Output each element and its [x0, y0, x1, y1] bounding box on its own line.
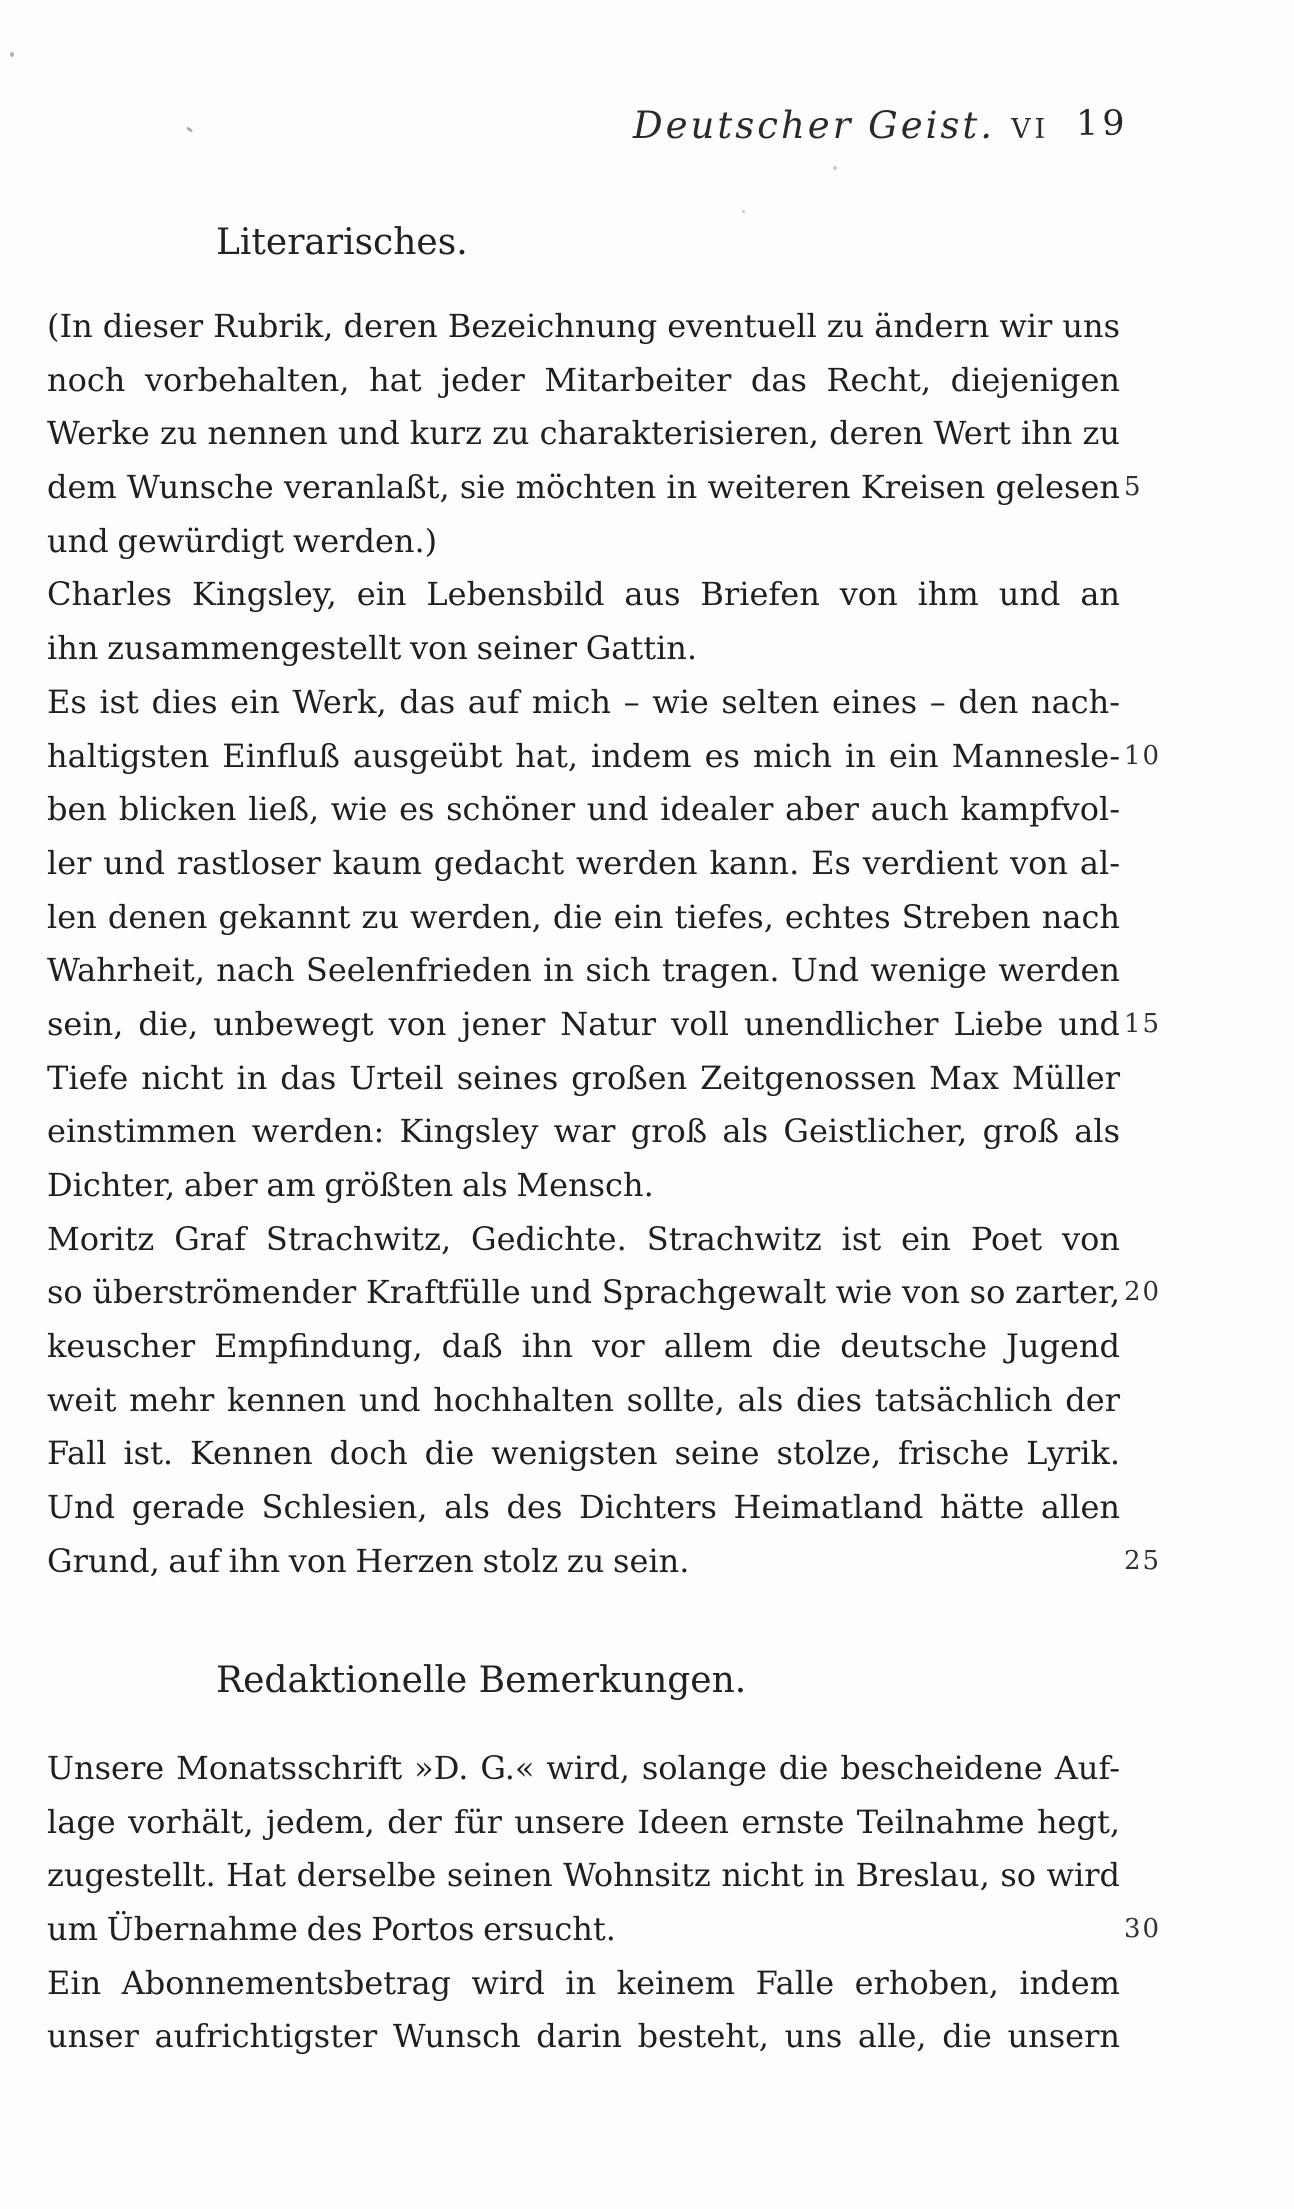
text-line — [47, 837, 1120, 891]
text-line — [47, 354, 1120, 408]
text-line-content: Werke zu nennen und kurz zu charakterisieren, deren Wert ihn zu — [47, 414, 1120, 453]
text-line — [47, 1052, 1120, 1106]
text-line — [47, 300, 1120, 354]
text-line — [47, 568, 1120, 622]
text-line — [47, 1535, 1162, 1589]
text-line-content: ihn zusammengestellt von seiner Gattin. — [47, 629, 698, 668]
section-redaktionelle-bemerkungen-text — [47, 1742, 1162, 2064]
text-line — [47, 1796, 1120, 1850]
text-line-content: zugestellt. Hat derselbe seinen Wohnsitz nicht in Breslau, so wird — [47, 1856, 1120, 1895]
text-line-content: Unsere Monatsschrift »D. G.« wird, solange die bescheidene Auf- — [47, 1749, 1120, 1787]
text-line-content: unser aufrichtigster Wunsch darin besteht, uns alle, die unsern — [47, 2017, 1120, 2056]
margin-line-number: 15 — [1124, 1008, 1162, 1039]
scan-speck — [742, 210, 745, 213]
text-line — [47, 461, 1143, 515]
text-line-content: noch vorbehalten, hat jeder Mitarbeiter das Recht, diejenigen — [47, 360, 1120, 399]
scan-speck — [10, 52, 14, 57]
text-line-content: Grund, auf ihn von Herzen stolz zu sein. — [47, 1541, 690, 1580]
text-line-content: Wahrheit, nach Seelenfrieden in sich tragen. Und wenige werden — [47, 951, 1120, 990]
journal-title: Deutscher Geist. — [633, 104, 996, 147]
text-line — [47, 891, 1120, 945]
text-line-content: lage vorhält, jedem, der für unsere Ideen ernste Teilnahme hegt, — [47, 1802, 1120, 1841]
text-line-content: Dichter, aber am größten als Mensch. — [47, 1166, 654, 1204]
volume-numeral: VI — [1011, 114, 1050, 145]
text-line-content: Fall ist. Kennen doch die wenigsten seine stolze, frische Lyrik. — [47, 1434, 1120, 1473]
text-line — [47, 1903, 1162, 1957]
margin-line-number: 30 — [1124, 1914, 1162, 1945]
text-line-content: Moritz Graf Strachwitz, Gedichte. Strachwitz ist ein Poet von — [47, 1219, 1120, 1258]
text-line-content: Charles Kingsley, ein Lebensbild aus Briefen von ihm und an — [47, 575, 1120, 614]
text-line-content: einstimmen werden: Kingsley war groß als Geistlicher, groß als — [47, 1112, 1120, 1151]
text-line — [47, 1105, 1120, 1159]
text-line-content: len denen gekannt zu werden, die ein tiefes, echtes Streben nach — [47, 897, 1120, 936]
text-line-content: um Übernahme des Portos ersucht. — [47, 1910, 616, 1949]
text-line — [47, 676, 1120, 730]
section-literarisches-text — [47, 300, 1162, 1589]
text-line-content: Es ist dies ein Werk, das auf mich – wie selten eines – den nach- — [47, 682, 1120, 721]
section-heading-literarisches: Literarisches. — [216, 222, 468, 263]
text-line — [47, 1849, 1120, 1903]
text-line-content: so überströmender Kraftfülle und Sprachgewalt wie von so zarter, — [47, 1273, 1120, 1312]
text-line-content: weit mehr kennen und hochhalten sollte, als dies tatsächlich der — [47, 1380, 1120, 1419]
text-line-content: dem Wunsche veranlaßt, sie möchten in weiteren Kreisen gelesen — [47, 468, 1120, 507]
text-line — [47, 515, 1120, 569]
text-line — [47, 1320, 1120, 1374]
text-line — [47, 1266, 1162, 1320]
text-line — [47, 730, 1162, 784]
page-number: 19 — [1076, 104, 1129, 144]
text-line-content: Tiefe nicht in das Urteil seines großen Zeitgenossen Max Müller — [47, 1058, 1120, 1097]
text-line — [47, 998, 1162, 1052]
margin-line-number: 25 — [1124, 1545, 1162, 1576]
text-line-content: sein, die, unbewegt von jener Natur voll unendlicher Liebe und — [47, 1004, 1120, 1043]
text-line — [47, 944, 1120, 998]
text-line — [47, 1427, 1120, 1481]
text-line-content: und gewürdigt werden.) — [47, 521, 438, 560]
text-line-content: (In dieser Rubrik, deren Bezeichnung eventuell zu ändern wir uns — [47, 307, 1120, 345]
section-heading-redaktionelle-bemerkungen: Redaktionelle Bemerkungen. — [216, 1660, 747, 1701]
text-line — [47, 622, 1120, 676]
text-line — [47, 407, 1120, 461]
text-line — [47, 1481, 1120, 1535]
text-line — [47, 2010, 1120, 2064]
text-line — [47, 1213, 1120, 1267]
scan-speck — [186, 126, 193, 132]
scan-speck — [833, 166, 837, 170]
margin-line-number: 10 — [1124, 740, 1162, 771]
margin-line-number: 20 — [1124, 1277, 1162, 1308]
text-line-content: Ein Abonnementsbetrag wird in keinem Falle erhoben, indem — [47, 1963, 1120, 2002]
text-line — [47, 1374, 1120, 1428]
text-line — [47, 1957, 1120, 2011]
text-line-content: ler und rastloser kaum gedacht werden kann. Es verdient von al- — [47, 843, 1120, 882]
text-line-content: haltigsten Einfluß ausgeübt hat, indem es mich in ein Mannesle- — [47, 736, 1120, 775]
text-line — [47, 1742, 1120, 1796]
text-line-content: Und gerade Schlesien, als des Dichters Heimatland hätte allen — [47, 1488, 1120, 1527]
text-line-content: ben blicken ließ, wie es schöner und idealer aber auch kampfvol- — [47, 790, 1120, 829]
text-line — [47, 783, 1120, 837]
text-line — [47, 1159, 1120, 1213]
running-header — [633, 104, 1049, 147]
margin-line-number: 5 — [1124, 472, 1143, 503]
text-line-content: keuscher Empfindung, daß ihn vor allem die deutsche Jugend — [47, 1327, 1120, 1366]
